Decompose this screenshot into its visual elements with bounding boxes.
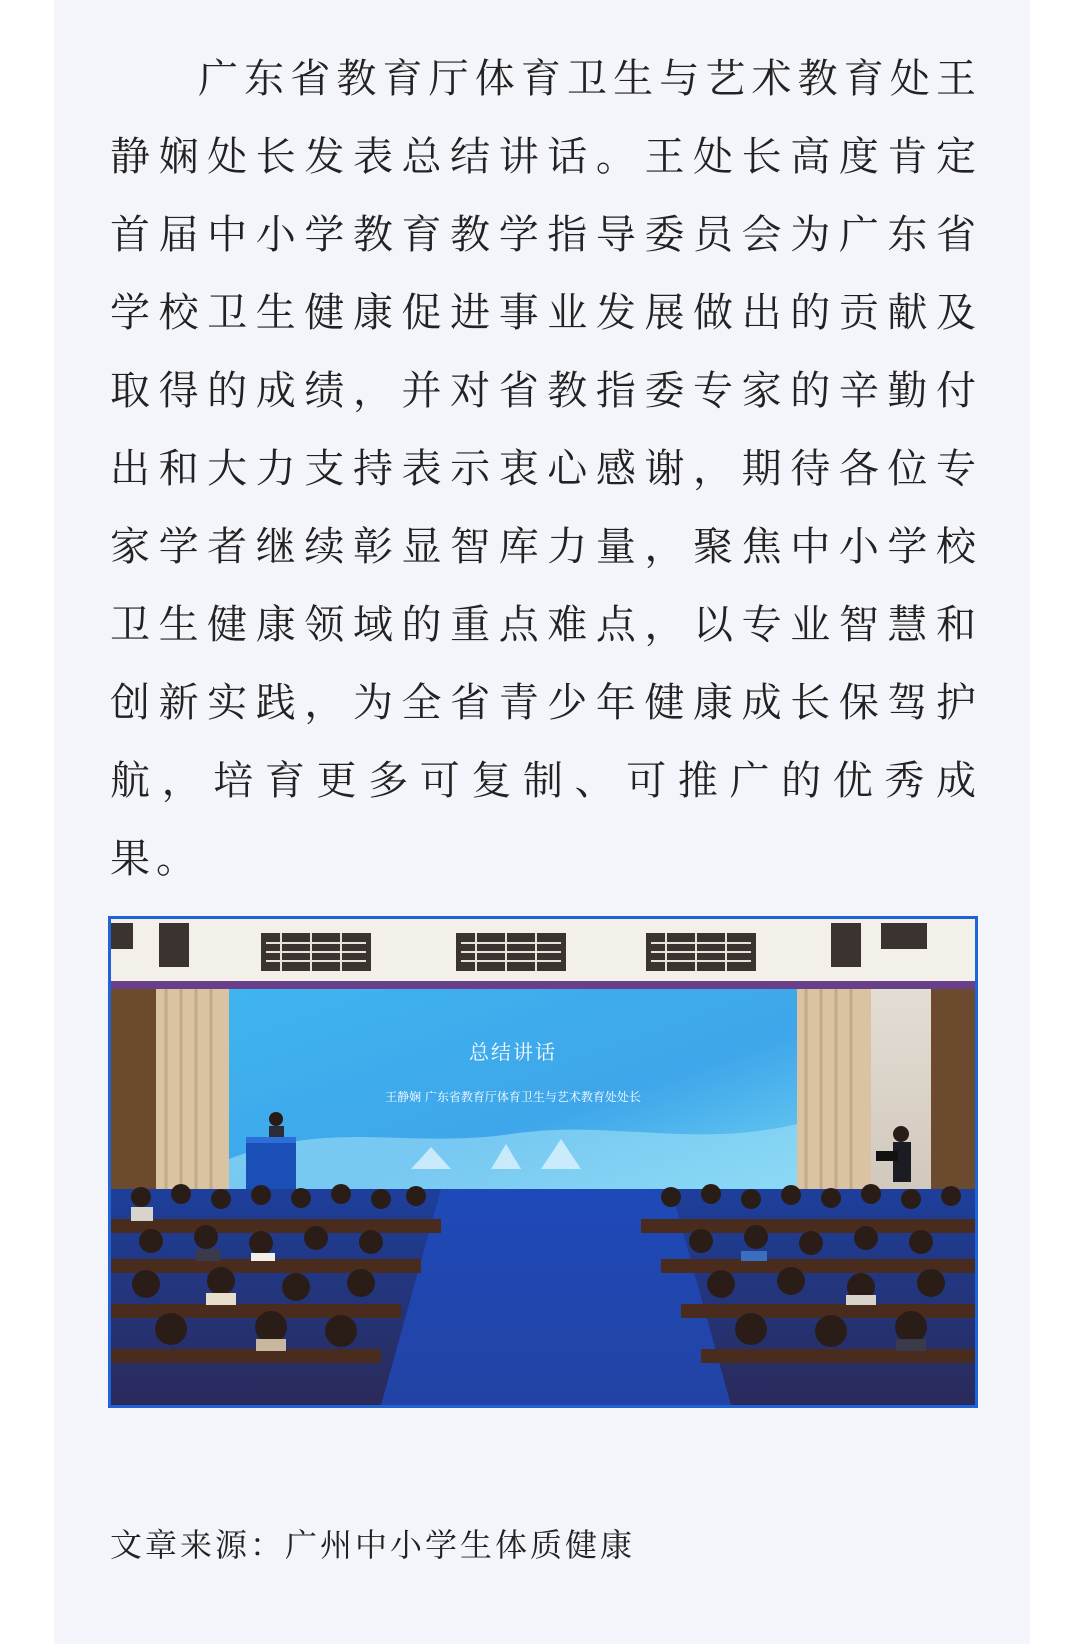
article-source: 文章来源：广州中小学生体质健康: [110, 1526, 636, 1564]
led-screen: [229, 989, 797, 1189]
article-paragraph: 广东省教育厅体育卫生与艺术教育处王静娴处长发表总结讲话。王处长高度肯定首届中小学教育教学指导委员会为广东省学校卫生健康促进事业发展做出的贡献及取得的成绩，并对省教指委专家的辛勤付出和大力支持表示衷心感谢，期待各位专家学者继续彰显智库力量，聚焦中小学校卫生健康领域的重点难点，以专业智慧和创新实践，为全省青少年健康成长保驾护航，培育更多可复制、可推广的优秀成果。: [110, 56, 982, 882]
conference-photo-illustration: [111, 919, 975, 1405]
conference-photo: [108, 916, 978, 1408]
screen-title: 总结讲话: [469, 1040, 557, 1064]
screen-subtitle: 王静娴 广东省教育厅体育卫生与艺术教育处处长: [385, 1090, 641, 1104]
article-page: [54, 0, 1030, 1644]
